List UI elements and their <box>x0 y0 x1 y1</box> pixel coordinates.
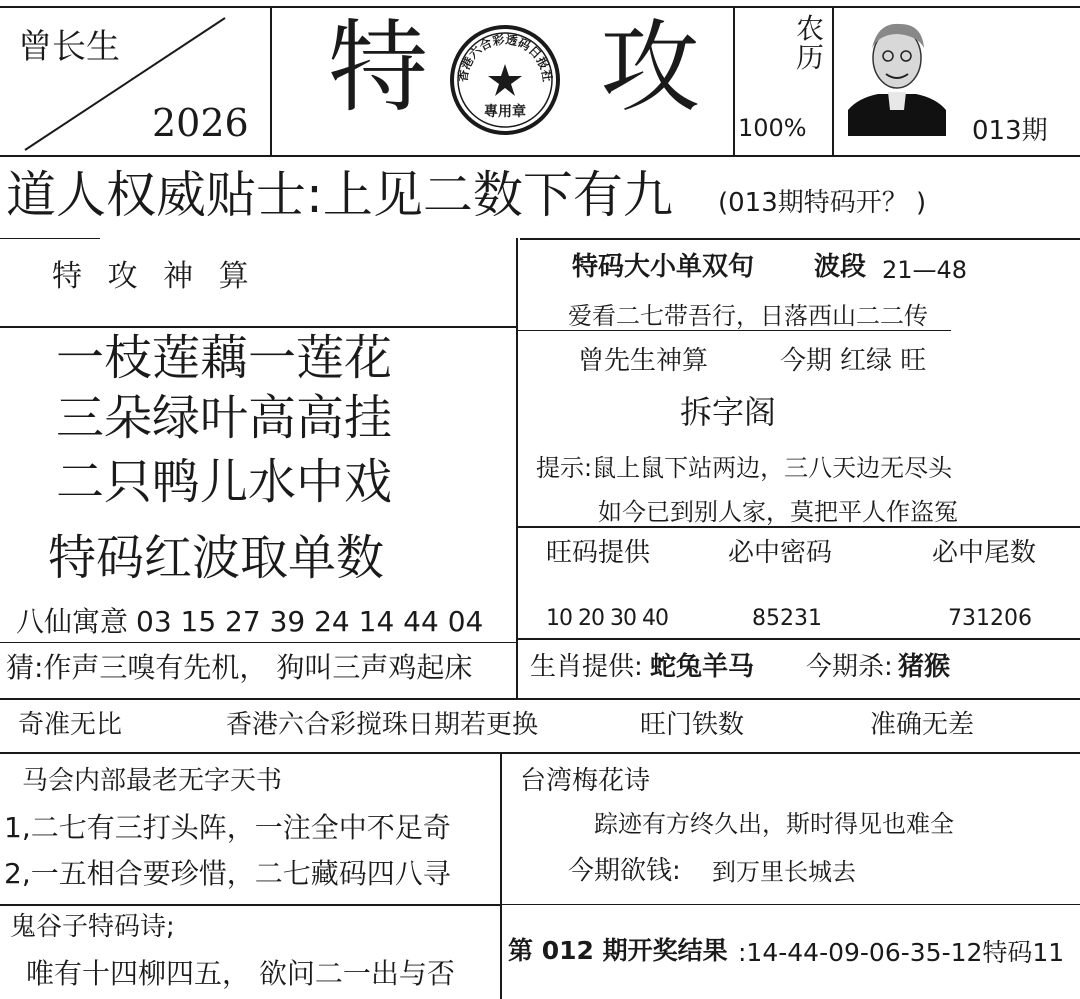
divider-row-bottom <box>0 752 1080 754</box>
hint-line-2: 如今已到别人家，莫把平人作盗冤 <box>598 498 958 526</box>
jinqi-label: 今期 <box>780 346 833 376</box>
right-rule-3 <box>517 638 1080 640</box>
result-value: :14-44-09-06-35-12特码11 <box>738 938 1065 967</box>
divider-row-top <box>0 698 1080 700</box>
shengxiao-label: 生肖提供: <box>530 652 643 682</box>
bottom-left-heading: 马会内部最老无字天书 <box>22 766 283 796</box>
chaizi-label: 拆字阁 <box>680 393 777 431</box>
svg-text:專用章: 專用章 <box>484 104 526 120</box>
col-header-1: 旺码提供 <box>546 538 651 568</box>
right-rule-2 <box>517 526 1080 528</box>
divider-item-2: 香港六合彩搅珠日期若更换 <box>226 710 539 740</box>
bottom-vertical-divider <box>500 752 502 999</box>
hint-line-1: 提示:鼠上鼠下站两边，三八天边无尽头 <box>536 454 953 482</box>
percent: 100% <box>738 114 807 142</box>
banner-underline-right <box>520 238 1080 240</box>
boduan-value: 21—48 <box>882 256 968 284</box>
issue-number: 013期 <box>972 116 1048 146</box>
author-name: 曾长生 <box>18 27 120 67</box>
header-divider-3 <box>832 6 834 156</box>
col-header-3: 必中尾数 <box>932 538 1037 568</box>
bottom-left-rule <box>0 904 500 906</box>
svg-text:香港六合彩透码日报社: 香港六合彩透码日报社 <box>455 32 555 83</box>
title-left-char: 特 <box>328 9 428 126</box>
poem-line-2: 三朵绿叶高高挂 <box>56 390 393 446</box>
guess-line: 猜:作声三嗅有先机， 狗叫三声鸡起床 <box>6 651 473 684</box>
jinqi-value: 红绿 旺 <box>840 346 927 376</box>
bottom-right-rule <box>502 904 1080 905</box>
left-heading-rule <box>0 326 517 328</box>
lunar-label: 农历 <box>796 12 825 75</box>
zeng-label: 曾先生神算 <box>578 346 709 376</box>
left-heading: 特 攻 神 算 <box>52 259 257 294</box>
poem-line-3: 二只鸭儿水中戏 <box>56 454 393 510</box>
col-header-2: 必中密码 <box>728 538 833 568</box>
poem-line-1: 一枝莲藕一莲花 <box>56 330 393 386</box>
banner-sub: (013期特码开？ ) <box>718 188 927 218</box>
header-divider-2 <box>733 6 735 156</box>
baxian-numbers: 03 15 27 39 24 14 44 04 <box>136 605 484 638</box>
kill-value: 猪猴 <box>898 652 951 682</box>
poem-line-4: 特码红波取单数 <box>48 530 385 586</box>
banner-underline-left <box>0 238 100 239</box>
money-label: 今期欲钱: <box>568 856 681 886</box>
baxian-label: 八仙寓意 <box>16 605 129 638</box>
col-value-2: 85231 <box>752 606 822 631</box>
title-right-char: 攻 <box>600 9 700 126</box>
tianshu-line-1: 1,二七有三打头阵，一注全中不足奇 <box>4 811 451 844</box>
right-line-1: 爱看二七带吾行，日落西山二二传 <box>568 302 928 330</box>
bottom-right-heading: 台湾梅花诗 <box>520 766 651 796</box>
left-rule-2 <box>0 642 517 643</box>
tema-label: 特码大小单双句 <box>572 252 755 282</box>
guigu-heading: 鬼谷子特码诗; <box>10 912 175 942</box>
money-value: 到万里长城去 <box>712 858 856 886</box>
meihua-line: 踪迹有方终久出，斯时得见也难全 <box>594 810 954 838</box>
seal-stamp <box>449 24 561 136</box>
boduan-label: 波段 <box>814 252 867 282</box>
tianshu-line-2: 2,一五相合要珍惜，二七藏码四八寻 <box>4 857 451 890</box>
divider-item-3: 旺门铁数 <box>640 710 745 740</box>
middle-vertical-divider <box>516 238 518 698</box>
portrait-photo <box>848 18 946 136</box>
result-label: 第 012 期开奖结果 <box>508 936 728 965</box>
right-rule-1 <box>517 330 951 331</box>
kill-label: 今期杀: <box>806 652 893 682</box>
divider-item-1: 奇准无比 <box>18 710 123 740</box>
col-value-3: 731206 <box>948 606 1032 631</box>
guigu-line: 唯有十四柳四五， 欲问二一出与否 <box>26 957 455 990</box>
year: 2026 <box>152 101 249 145</box>
shengxiao-value: 蛇兔羊马 <box>650 652 755 682</box>
col-value-1: 10 20 30 40 <box>546 606 668 631</box>
banner-main: 道人权威贴士:上见二数下有九 <box>6 166 673 224</box>
divider-item-4: 准确无差 <box>870 710 975 740</box>
